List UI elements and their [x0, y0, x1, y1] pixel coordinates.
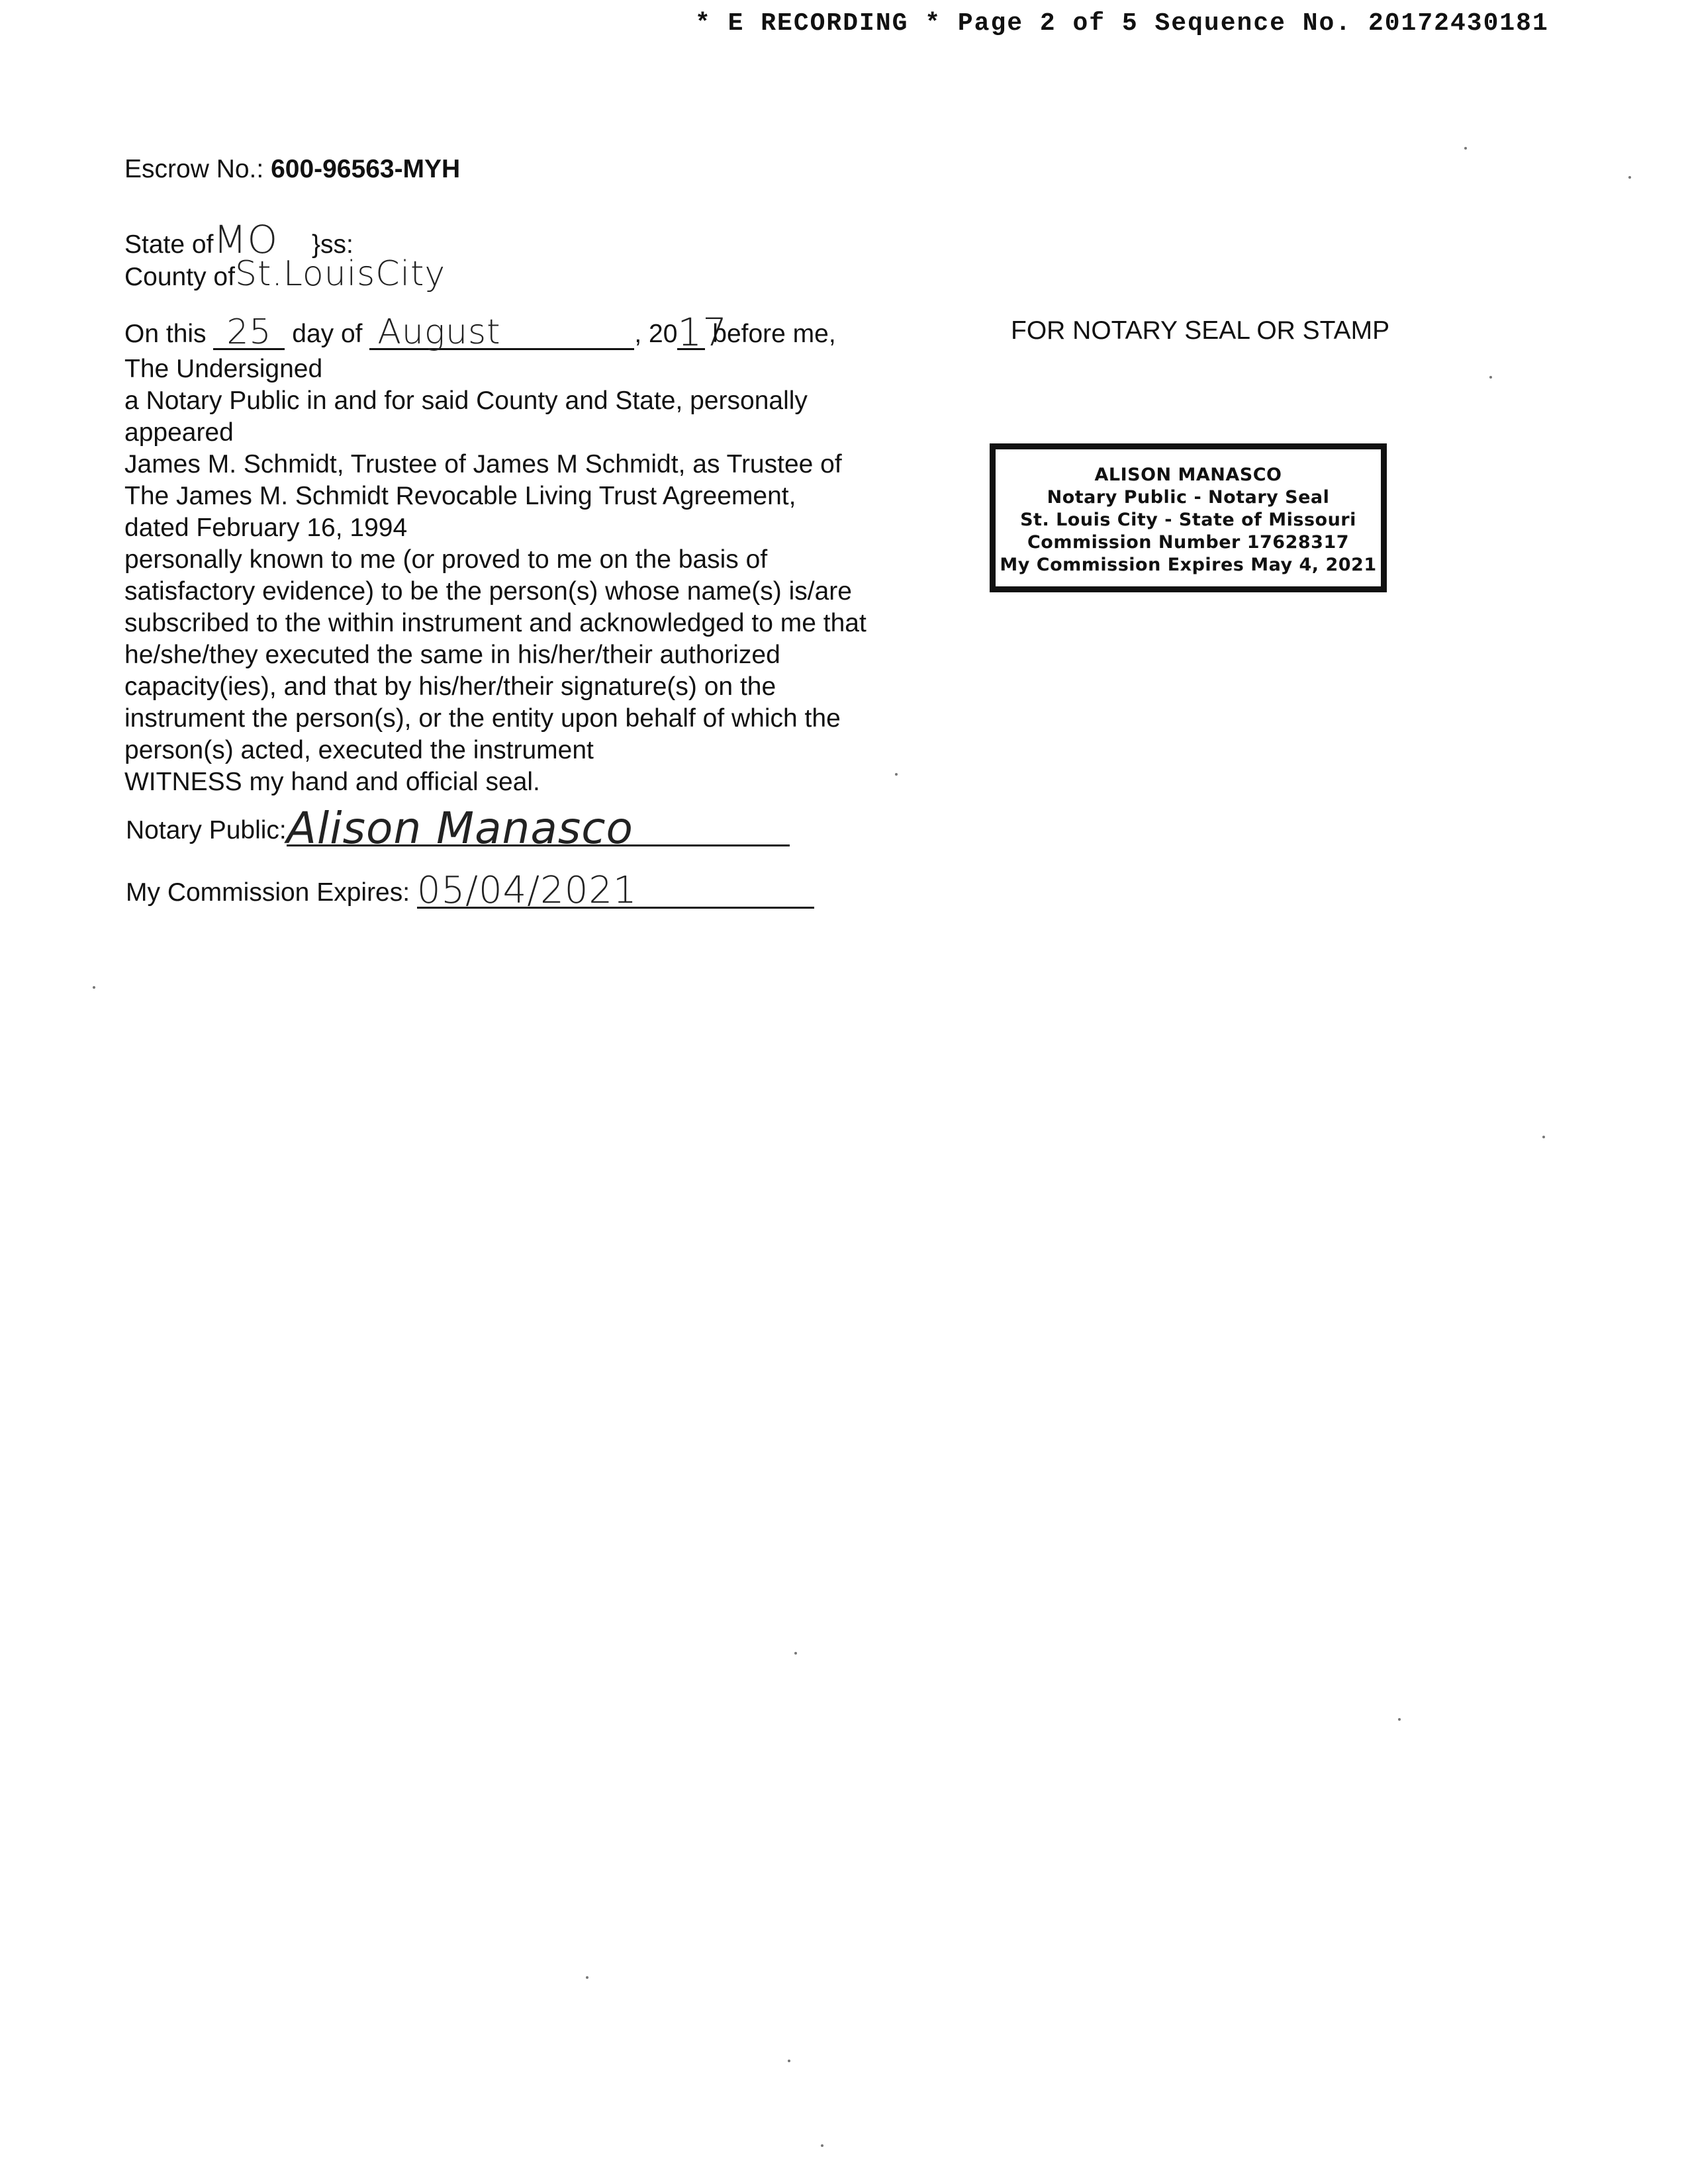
- before-me-label: before me,: [712, 320, 836, 348]
- scan-speck: [1464, 147, 1467, 150]
- acknowledgment-line-4: The James M. Schmidt Revocable Living Trust Agreement,: [124, 482, 796, 510]
- scan-speck: [93, 986, 95, 989]
- notary-stamp: [990, 443, 1387, 592]
- acknowledgment-line-9: he/she/they executed the same in his/her/their authorized: [124, 641, 780, 669]
- escrow-line: [124, 154, 460, 185]
- scan-speck: [794, 1652, 797, 1655]
- acknowledgment-line-8: subscribed to the within instrument and acknowledged to me that: [124, 609, 867, 637]
- commission-expires-handwritten: 05/04/2021: [417, 875, 814, 909]
- officer-line: The Undersigned: [124, 355, 323, 383]
- escrow-number: 600-96563-MYH: [271, 155, 461, 183]
- scan-speck: [788, 2060, 790, 2062]
- county-label: County of: [124, 263, 235, 291]
- year-handwritten: 17: [677, 310, 728, 355]
- stamp-commission: Commission Number 17628317: [1027, 532, 1350, 553]
- commission-expires-line: [126, 869, 814, 912]
- acknowledgment-line-6: personally known to me (or proved to me on the basis of: [124, 545, 768, 574]
- notary-signature: Alison Manasco: [287, 813, 790, 846]
- ss-label: }ss:: [311, 230, 353, 259]
- acknowledgment-line-2: appeared: [124, 418, 234, 447]
- year-prefix: , 20: [634, 320, 678, 348]
- scan-speck: [1542, 1136, 1545, 1138]
- month-handwritten: August: [369, 316, 634, 350]
- acknowledgment-line-12: person(s) acted, executed the instrument: [124, 736, 594, 764]
- scan-speck: [586, 1976, 588, 1979]
- escrow-label: Escrow No.:: [124, 155, 264, 183]
- acknowledgment-line-7: satisfactory evidence) to be the person(s) whose name(s) is/are: [124, 577, 852, 606]
- state-label: State of: [124, 230, 214, 259]
- commission-expires-label: My Commission Expires:: [126, 878, 410, 907]
- acknowledgment-line-10: capacity(ies), and that by his/her/their signature(s) on the: [124, 672, 776, 701]
- acknowledgment-line-11: instrument the person(s), or the entity upon behalf of which the: [124, 704, 841, 733]
- scan-speck: [821, 2144, 823, 2147]
- day-handwritten: 25: [213, 316, 285, 350]
- stamp-jurisdiction: St. Louis City - State of Missouri: [1020, 510, 1356, 530]
- date-line: [124, 310, 836, 355]
- acknowledgment-line-13: WITNESS my hand and official seal.: [124, 768, 540, 796]
- scan-speck: [1489, 376, 1492, 379]
- acknowledgment-line-5: dated February 16, 1994: [124, 514, 408, 542]
- stamp-expiry: My Commission Expires May 4, 2021: [1000, 555, 1377, 575]
- acknowledgment-text: [124, 353, 867, 798]
- county-handwritten: St.LouisCity: [234, 254, 446, 294]
- notary-signature-line: [126, 803, 790, 854]
- scan-speck: [1398, 1718, 1401, 1721]
- notary-public-label: Notary Public:: [126, 816, 287, 844]
- stamp-name: ALISON MANASCO: [1094, 465, 1282, 485]
- recording-header: * E RECORDING * Page 2 of 5 Sequence No. 20172430181: [695, 9, 1549, 38]
- notary-seal-heading: FOR NOTARY SEAL OR STAMP: [1011, 316, 1390, 345]
- stamp-title: Notary Public - Notary Seal: [1047, 487, 1330, 508]
- acknowledgment-line-1: a Notary Public in and for said County and State, personally: [124, 387, 808, 415]
- acknowledgment-line-3: James M. Schmidt, Trustee of James M Schmidt, as Trustee of: [124, 450, 842, 478]
- county-line: [124, 254, 446, 294]
- scan-speck: [895, 773, 898, 776]
- state-handwritten: MO: [213, 217, 279, 262]
- on-this-label: On this: [124, 320, 207, 348]
- scan-speck: [1628, 176, 1631, 179]
- day-of-label: day of: [292, 320, 363, 348]
